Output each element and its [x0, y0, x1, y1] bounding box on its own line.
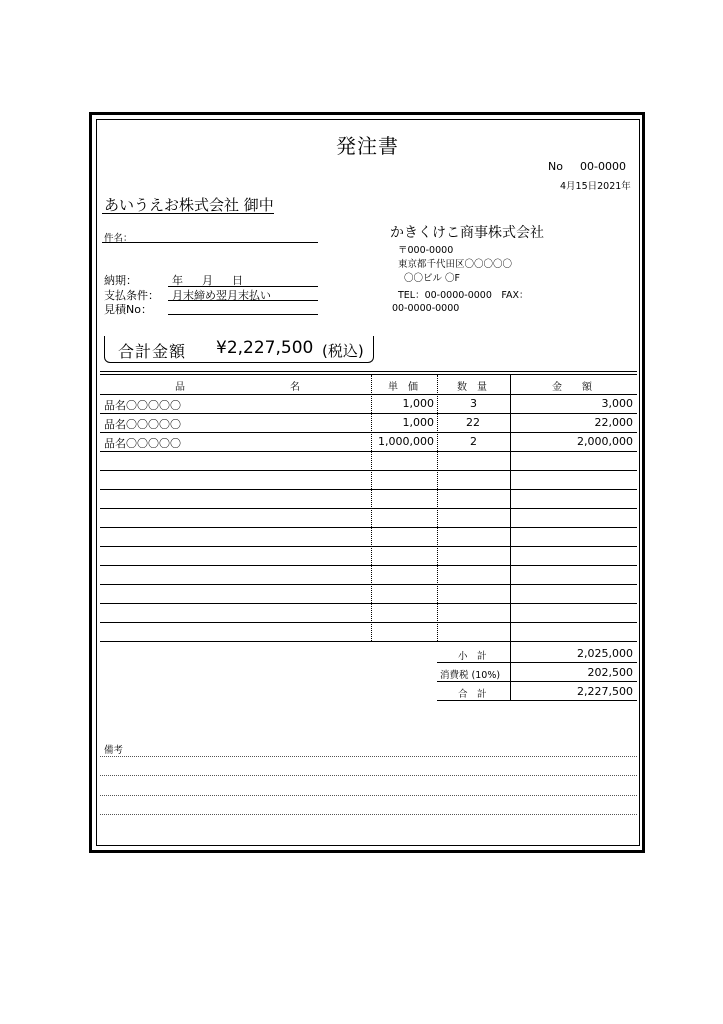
row-name: 品名〇〇〇〇〇 [104, 437, 181, 450]
summary-line [437, 662, 637, 663]
tax-label: 消費税 (10%) [440, 670, 501, 681]
table-row-line [100, 489, 637, 490]
total-amount-label: 合計金額 [118, 342, 187, 361]
remarks-label: 備考 [104, 745, 124, 756]
header-item-b: 名 [290, 382, 300, 393]
table-row-line [100, 451, 637, 452]
subtotal-label: 小 計 [458, 651, 487, 662]
row-amount: 22,000 [594, 416, 633, 429]
summary-line [437, 681, 637, 682]
table-top-line-2 [100, 374, 637, 375]
payment-underline [168, 300, 318, 301]
grand-total-value: 2,227,500 [577, 685, 633, 698]
grand-total-label: 合 計 [458, 689, 487, 700]
remarks-line [100, 814, 637, 815]
remarks-line [100, 775, 637, 776]
document-inner-border [96, 119, 640, 846]
table-row-line [100, 603, 637, 604]
supplier-address1: 東京都千代田区〇〇〇〇〇 [398, 259, 513, 270]
row-unit-price: 1,000,000 [378, 435, 434, 448]
table-row-line [100, 413, 637, 414]
number-label: No [548, 160, 563, 173]
row-unit-price: 1,000 [402, 416, 434, 429]
client-name: あいうえお株式会社 御中 [104, 196, 274, 214]
supplier-name: かきくけこ商事株式会社 [390, 225, 544, 241]
row-unit-price: 1,000 [402, 397, 434, 410]
table-row-line [100, 622, 637, 623]
table-row-line [100, 565, 637, 566]
remarks-line [100, 795, 637, 796]
tax-value: 202,500 [587, 666, 633, 679]
table-row-line [100, 546, 637, 547]
payment-label: 支払条件： [104, 289, 159, 302]
row-amount: 2,000,000 [577, 435, 633, 448]
table-row-line [100, 470, 637, 471]
document-number: 00-0000 [580, 160, 626, 173]
total-amount-value: ¥2,227,500 [216, 338, 314, 358]
table-header-bottom [100, 394, 637, 395]
supplier-address2: 〇〇ビル 〇F [404, 273, 460, 284]
header-item-a: 品 [175, 382, 185, 393]
delivery-label: 納期： [104, 274, 137, 287]
document-date: 4月15日2021年 [560, 181, 631, 192]
row-quantity: 2 [470, 435, 477, 448]
row-quantity: 3 [470, 397, 477, 410]
subject-underline [102, 242, 318, 243]
document-title: 発注書 [336, 134, 399, 158]
table-row-line [100, 432, 637, 433]
column-divider-price [437, 375, 438, 641]
payment-value: 月末締め翌月末払い [172, 289, 271, 302]
column-divider-name [371, 375, 372, 641]
summary-bottom-line [437, 700, 637, 701]
subtotal-value: 2,025,000 [577, 647, 633, 660]
supplier-postal: 〒000-0000 [398, 245, 454, 256]
row-name: 品名〇〇〇〇〇 [104, 418, 181, 431]
header-unit-price: 単 価 [388, 382, 418, 393]
delivery-value: 年 月 日 [172, 274, 247, 287]
row-name: 品名〇〇〇〇〇 [104, 399, 181, 412]
supplier-fax: 00-0000-0000 [392, 303, 460, 314]
subject-label: 件名： [104, 233, 133, 244]
table-row-line [100, 527, 637, 528]
column-divider-qty [510, 375, 511, 641]
quote-label: 見積No： [104, 303, 152, 316]
table-top-line-1 [100, 371, 637, 372]
table-bottom-line [100, 641, 637, 642]
header-amount: 金 額 [552, 382, 592, 393]
quote-underline [168, 314, 318, 315]
table-row-line [100, 508, 637, 509]
total-amount-tax-note: (税込) [322, 342, 364, 360]
row-quantity: 22 [466, 416, 480, 429]
supplier-phone: TEL：00-0000-0000 FAX： [398, 290, 529, 301]
header-quantity: 数 量 [457, 382, 487, 393]
row-amount: 3,000 [601, 397, 633, 410]
remarks-line [100, 756, 637, 757]
client-underline [102, 213, 274, 214]
table-row-line [100, 584, 637, 585]
